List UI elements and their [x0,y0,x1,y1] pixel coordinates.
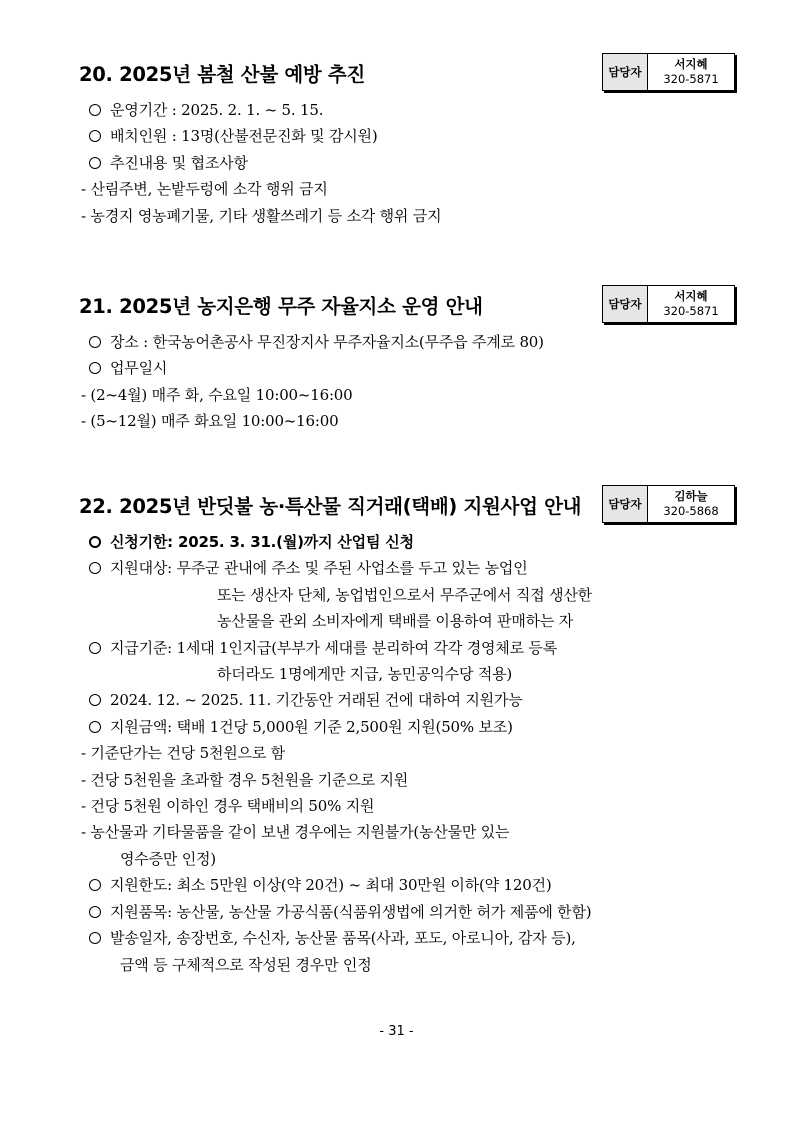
list-item [79,203,735,229]
list-item-text: 업무일시 [110,359,168,378]
list-item-text: 장소 : 한국농어촌공사 무진장지사 무주자율지소(무주읍 주계로 80) [110,333,544,351]
section-header [79,53,735,93]
list-item-text: 운영기간 : 2025. 2. 1. ~ 5. 15. [110,101,324,119]
circle-bullet-icon [89,642,101,654]
contact-label: 담당자 [603,54,648,90]
list-item [79,97,735,123]
list-item [79,176,735,202]
list-item-text: 영수증만 인정) [120,849,216,868]
circle-bullet-icon [89,562,101,574]
list-item [79,819,735,845]
list-item-text: 발송일자, 송장번호, 수신자, 농산물 품목(사과, 포도, 아로니아, 감자 등), [110,929,576,948]
circle-bullet-icon [89,362,101,374]
contact-phone: 320-5871 [663,72,719,86]
page-number: - 31 - [379,1024,414,1039]
list-item-text: 지급기준: 1세대 1인지급(부부가 세대를 분리하여 각각 경영체로 등록 [110,638,558,657]
contact-info [648,486,734,522]
list-item-text: 지원품목: 농산물, 농산물 가공식품(식품위생법에 의거한 허가 제품에 한함) [110,902,592,921]
list-item [79,687,735,713]
section-body [79,97,735,229]
list-item [79,872,735,898]
list-item [79,329,735,355]
list-item-text: 금액 등 구체적으로 작성된 경우만 인정 [120,955,372,974]
list-item [79,952,735,978]
list-item-text: 지원한도: 최소 5만원 이상(약 20건) ~ 최대 30만원 이하(약 120건) [110,876,552,895]
list-item [79,529,735,555]
list-item [79,355,735,381]
circle-bullet-icon [89,130,101,142]
section-title: 22. 2025년 반딧불 농·특산물 직거래(택배) 지원사업 안내 [79,495,582,518]
section-body [79,329,735,435]
circle-bullet-icon [89,336,101,348]
contact-phone: 320-5871 [663,304,719,318]
circle-bullet-icon [89,104,101,116]
list-item-text: 농산물을 관외 소비자에게 택배를 이용하여 판매하는 자 [217,612,574,631]
list-item-text: - 농산물과 기타물품을 같이 보낸 경우에는 지원불가(농산물만 있는 [81,823,510,842]
contact-info [648,286,734,322]
contact-box [602,485,735,523]
list-item [79,555,735,581]
list-item-text: - 산림주변, 논밭두렁에 소각 행위 금지 [81,180,328,199]
section-21 [79,285,735,435]
list-item-text: 2024. 12. ~ 2025. 11. 기간동안 거래된 건에 대하여 지원가능 [110,691,523,710]
contact-label: 담당자 [603,486,648,522]
section-20 [79,53,735,229]
list-item-text: 지원금액: 택배 1건당 5,000원 기준 2,500원 지원(50% 보조) [110,717,513,736]
list-item [79,925,735,951]
contact-label: 담당자 [603,286,648,322]
list-item-text: 신청기한: 2025. 3. 31.(월)까지 산업팀 신청 [110,533,414,551]
list-item-text: - 건당 5천원 이하인 경우 택배비의 50% 지원 [81,797,375,816]
section-body [79,529,735,978]
list-item-text: - (2~4월) 매주 화, 수요일 10:00~16:00 [81,385,353,404]
list-item [79,408,735,434]
list-item [79,150,735,176]
list-item [79,635,735,661]
list-item [79,899,735,925]
list-item-text: - 건당 5천원을 초과할 경우 5천원을 기준으로 지원 [81,770,409,789]
contact-name: 서지혜 [674,289,708,303]
contact-box [602,285,735,323]
contact-name: 김하늘 [674,489,708,503]
contact-name: 서지혜 [674,57,708,71]
list-item-text: 추진내용 및 협조사항 [110,153,248,172]
list-item-text: 또는 생산자 단체, 농업법인으로서 무주군에서 직접 생산한 [217,585,592,604]
list-item [79,123,735,149]
list-item [79,608,735,634]
list-item-text: - (5~12월) 매주 화요일 10:00~16:00 [81,412,339,431]
contact-box [602,53,735,91]
contact-phone: 320-5868 [663,504,719,518]
list-item [79,661,735,687]
list-item [79,767,735,793]
circle-bullet-icon [89,694,101,706]
circle-bullet-icon [89,879,101,891]
list-item-text: - 농경지 영농폐기물, 기타 생활쓰레기 등 소각 행위 금지 [81,206,442,225]
circle-bullet-icon [89,536,101,548]
section-22 [79,485,735,978]
circle-bullet-icon [89,932,101,944]
list-item [79,846,735,872]
list-item [79,582,735,608]
section-title: 20. 2025년 봄철 산불 예방 추진 [79,63,365,86]
list-item-text: 하더라도 1명에게만 지급, 농민공익수당 적용) [217,665,513,684]
section-title: 21. 2025년 농지은행 무주 자율지소 운영 안내 [79,295,483,318]
list-item-text: - 기준단가는 건당 5천원으로 함 [81,744,285,763]
list-item-text: 지원대상: 무주군 관내에 주소 및 주된 사업소를 두고 있는 농업인 [110,559,528,578]
list-item [79,740,735,766]
section-header [79,485,735,525]
list-item [79,382,735,408]
contact-info [648,54,734,90]
section-header [79,285,735,325]
circle-bullet-icon [89,906,101,918]
list-item-text: 배치인원 : 13명(산불전문진화 및 감시원) [110,127,378,146]
circle-bullet-icon [89,157,101,169]
circle-bullet-icon [89,721,101,733]
list-item [79,793,735,819]
list-item [79,714,735,740]
